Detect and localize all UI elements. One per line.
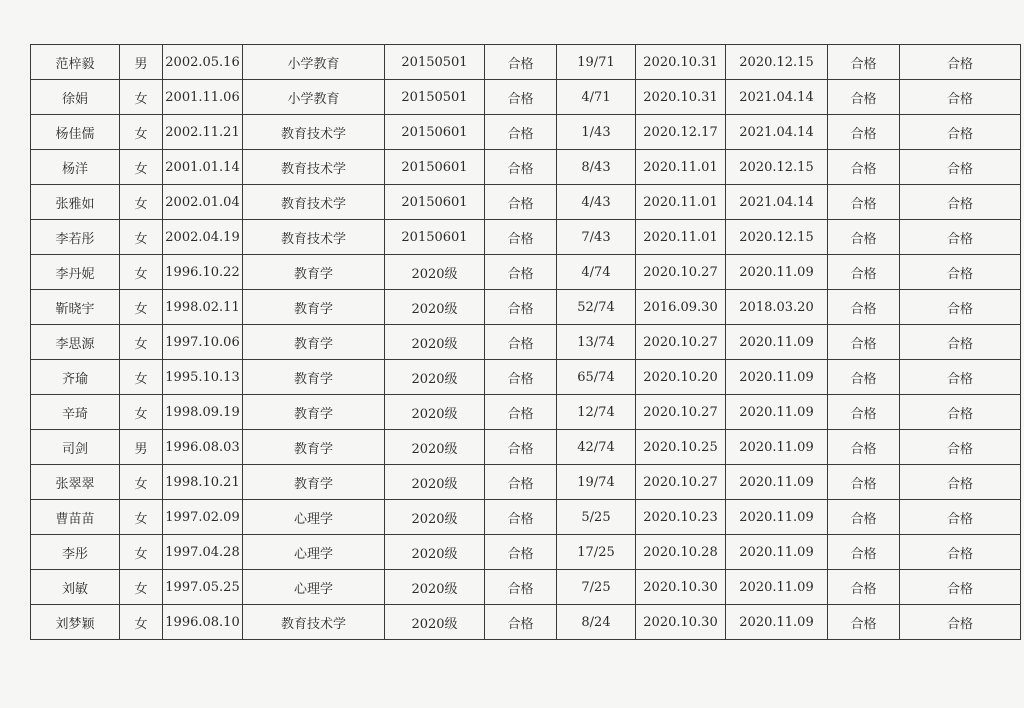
cell-birth-date: 1995.10.13 [163,360,243,395]
cell-rank: 4/43 [557,185,636,220]
cell-date-start: 2020.10.20 [636,360,726,395]
cell-rank: 7/43 [557,220,636,255]
cell-date-end: 2020.12.15 [726,45,828,80]
cell-major: 教育技术学 [243,605,385,640]
cell-name: 杨佳儒 [31,115,120,150]
cell-birth-date: 1996.08.03 [163,430,243,465]
cell-result-2: 合格 [828,115,900,150]
cell-result: 合格 [485,115,557,150]
cell-result: 合格 [485,500,557,535]
cell-date-start: 2020.10.25 [636,430,726,465]
cell-class: 2020级 [385,465,485,500]
cell-result: 合格 [485,605,557,640]
cell-rank: 42/74 [557,430,636,465]
cell-class: 2020级 [385,430,485,465]
cell-result-3: 合格 [900,430,1021,465]
cell-result-3: 合格 [900,535,1021,570]
cell-major: 心理学 [243,500,385,535]
cell-date-start: 2020.10.31 [636,80,726,115]
cell-date-start: 2016.09.30 [636,290,726,325]
cell-name: 李彤 [31,535,120,570]
cell-result-3: 合格 [900,605,1021,640]
cell-rank: 1/43 [557,115,636,150]
cell-result: 合格 [485,360,557,395]
cell-name: 张翠翠 [31,465,120,500]
cell-birth-date: 2001.11.06 [163,80,243,115]
cell-date-start: 2020.11.01 [636,150,726,185]
cell-result-2: 合格 [828,290,900,325]
cell-result-2: 合格 [828,535,900,570]
cell-result-2: 合格 [828,465,900,500]
cell-gender: 女 [120,150,163,185]
cell-name: 李丹妮 [31,255,120,290]
cell-name: 李若彤 [31,220,120,255]
table-row [31,325,1021,360]
cell-major: 教育学 [243,255,385,290]
cell-class: 20150501 [385,45,485,80]
cell-result-2: 合格 [828,325,900,360]
cell-birth-date: 2002.11.21 [163,115,243,150]
cell-birth-date: 1998.02.11 [163,290,243,325]
cell-rank: 52/74 [557,290,636,325]
cell-date-start: 2020.10.30 [636,570,726,605]
cell-gender: 女 [120,465,163,500]
cell-major: 教育技术学 [243,115,385,150]
cell-name: 徐娟 [31,80,120,115]
cell-class: 2020级 [385,535,485,570]
cell-class: 2020级 [385,570,485,605]
table-row [31,570,1021,605]
table-row [31,290,1021,325]
cell-date-end: 2018.03.20 [726,290,828,325]
cell-class: 2020级 [385,325,485,360]
cell-rank: 4/74 [557,255,636,290]
cell-date-end: 2020.11.09 [726,395,828,430]
cell-rank: 5/25 [557,500,636,535]
cell-gender: 男 [120,430,163,465]
table-row [31,430,1021,465]
cell-name: 靳晓宇 [31,290,120,325]
cell-date-end: 2020.12.15 [726,150,828,185]
cell-birth-date: 1998.10.21 [163,465,243,500]
cell-result-3: 合格 [900,290,1021,325]
cell-birth-date: 1997.05.25 [163,570,243,605]
cell-result-2: 合格 [828,570,900,605]
cell-result-2: 合格 [828,150,900,185]
cell-result-3: 合格 [900,570,1021,605]
cell-class: 2020级 [385,605,485,640]
cell-result-2: 合格 [828,500,900,535]
cell-gender: 女 [120,220,163,255]
cell-result-3: 合格 [900,395,1021,430]
cell-gender: 女 [120,605,163,640]
cell-result: 合格 [485,185,557,220]
cell-gender: 女 [120,185,163,220]
cell-date-end: 2020.11.09 [726,605,828,640]
cell-result-2: 合格 [828,255,900,290]
cell-date-start: 2020.10.28 [636,535,726,570]
cell-result: 合格 [485,570,557,605]
cell-result: 合格 [485,45,557,80]
cell-rank: 12/74 [557,395,636,430]
cell-result: 合格 [485,395,557,430]
cell-date-start: 2020.10.27 [636,465,726,500]
cell-major: 教育学 [243,360,385,395]
cell-class: 20150601 [385,220,485,255]
table-row [31,395,1021,430]
cell-major: 小学教育 [243,45,385,80]
cell-date-start: 2020.10.27 [636,255,726,290]
cell-gender: 女 [120,360,163,395]
cell-date-start: 2020.11.01 [636,185,726,220]
cell-name: 齐瑜 [31,360,120,395]
cell-date-start: 2020.10.31 [636,45,726,80]
cell-date-end: 2020.11.09 [726,325,828,360]
cell-result: 合格 [485,535,557,570]
cell-major: 教育技术学 [243,185,385,220]
cell-result-2: 合格 [828,395,900,430]
table-row [31,360,1021,395]
cell-birth-date: 1998.09.19 [163,395,243,430]
cell-date-end: 2020.11.09 [726,535,828,570]
cell-birth-date: 2002.04.19 [163,220,243,255]
cell-date-start: 2020.10.27 [636,395,726,430]
cell-result: 合格 [485,465,557,500]
cell-date-end: 2021.04.14 [726,115,828,150]
cell-rank: 19/71 [557,45,636,80]
cell-date-end: 2020.12.15 [726,220,828,255]
table-row [31,255,1021,290]
cell-result-2: 合格 [828,185,900,220]
cell-rank: 7/25 [557,570,636,605]
cell-gender: 女 [120,325,163,360]
cell-gender: 女 [120,80,163,115]
cell-gender: 女 [120,535,163,570]
cell-result-3: 合格 [900,185,1021,220]
cell-result-3: 合格 [900,465,1021,500]
table-row [31,220,1021,255]
cell-name: 杨洋 [31,150,120,185]
cell-major: 教育学 [243,465,385,500]
cell-result-3: 合格 [900,255,1021,290]
cell-gender: 女 [120,255,163,290]
cell-class: 2020级 [385,360,485,395]
cell-gender: 女 [120,570,163,605]
cell-date-end: 2020.11.09 [726,570,828,605]
cell-result: 合格 [485,325,557,360]
cell-result-3: 合格 [900,80,1021,115]
cell-major: 教育技术学 [243,150,385,185]
cell-result-2: 合格 [828,45,900,80]
cell-result-3: 合格 [900,360,1021,395]
cell-rank: 8/24 [557,605,636,640]
cell-class: 2020级 [385,500,485,535]
cell-date-end: 2021.04.14 [726,80,828,115]
cell-major: 心理学 [243,535,385,570]
table-row [31,465,1021,500]
cell-birth-date: 1997.02.09 [163,500,243,535]
cell-result-2: 合格 [828,80,900,115]
cell-name: 刘敏 [31,570,120,605]
table-row [31,605,1021,640]
cell-date-end: 2020.11.09 [726,360,828,395]
cell-major: 教育技术学 [243,220,385,255]
cell-date-end: 2021.04.14 [726,185,828,220]
table-row [31,500,1021,535]
cell-major: 教育学 [243,395,385,430]
cell-gender: 女 [120,395,163,430]
cell-birth-date: 1997.04.28 [163,535,243,570]
cell-rank: 19/74 [557,465,636,500]
cell-date-end: 2020.11.09 [726,465,828,500]
cell-major: 教育学 [243,430,385,465]
cell-class: 2020级 [385,290,485,325]
cell-class: 20150601 [385,115,485,150]
table-body [31,45,1021,640]
cell-result-3: 合格 [900,220,1021,255]
cell-birth-date: 2002.01.04 [163,185,243,220]
cell-date-start: 2020.11.01 [636,220,726,255]
cell-birth-date: 2002.05.16 [163,45,243,80]
cell-major: 小学教育 [243,80,385,115]
cell-result-3: 合格 [900,325,1021,360]
cell-major: 心理学 [243,570,385,605]
cell-result-2: 合格 [828,605,900,640]
cell-name: 辛琦 [31,395,120,430]
cell-name: 张雅如 [31,185,120,220]
cell-class: 2020级 [385,395,485,430]
cell-result: 合格 [485,255,557,290]
table-row [31,115,1021,150]
cell-result: 合格 [485,290,557,325]
cell-gender: 女 [120,500,163,535]
cell-rank: 8/43 [557,150,636,185]
cell-result-2: 合格 [828,430,900,465]
cell-rank: 17/25 [557,535,636,570]
cell-date-start: 2020.10.30 [636,605,726,640]
cell-class: 20150501 [385,80,485,115]
cell-major: 教育学 [243,325,385,360]
cell-date-end: 2020.11.09 [726,500,828,535]
cell-name: 司剑 [31,430,120,465]
cell-result: 合格 [485,80,557,115]
student-records-table [30,44,1021,640]
cell-result: 合格 [485,430,557,465]
cell-result: 合格 [485,220,557,255]
cell-result-2: 合格 [828,220,900,255]
table-row [31,185,1021,220]
cell-gender: 男 [120,45,163,80]
table-row [31,45,1021,80]
cell-rank: 13/74 [557,325,636,360]
cell-name: 范梓毅 [31,45,120,80]
cell-class: 2020级 [385,255,485,290]
cell-result-3: 合格 [900,500,1021,535]
cell-class: 20150601 [385,185,485,220]
cell-birth-date: 1996.08.10 [163,605,243,640]
table-row [31,80,1021,115]
cell-rank: 65/74 [557,360,636,395]
cell-name: 刘梦颖 [31,605,120,640]
cell-date-start: 2020.10.27 [636,325,726,360]
cell-result-3: 合格 [900,150,1021,185]
cell-gender: 女 [120,115,163,150]
cell-gender: 女 [120,290,163,325]
cell-rank: 4/71 [557,80,636,115]
cell-result-3: 合格 [900,45,1021,80]
cell-birth-date: 1996.10.22 [163,255,243,290]
cell-major: 教育学 [243,290,385,325]
cell-date-end: 2020.11.09 [726,255,828,290]
cell-date-end: 2020.11.09 [726,430,828,465]
table-row [31,535,1021,570]
table-row [31,150,1021,185]
cell-birth-date: 1997.10.06 [163,325,243,360]
cell-birth-date: 2001.01.14 [163,150,243,185]
cell-result: 合格 [485,150,557,185]
cell-class: 20150601 [385,150,485,185]
cell-result-3: 合格 [900,115,1021,150]
cell-name: 李思源 [31,325,120,360]
cell-date-start: 2020.10.23 [636,500,726,535]
cell-date-start: 2020.12.17 [636,115,726,150]
cell-result-2: 合格 [828,360,900,395]
cell-name: 曹苗苗 [31,500,120,535]
